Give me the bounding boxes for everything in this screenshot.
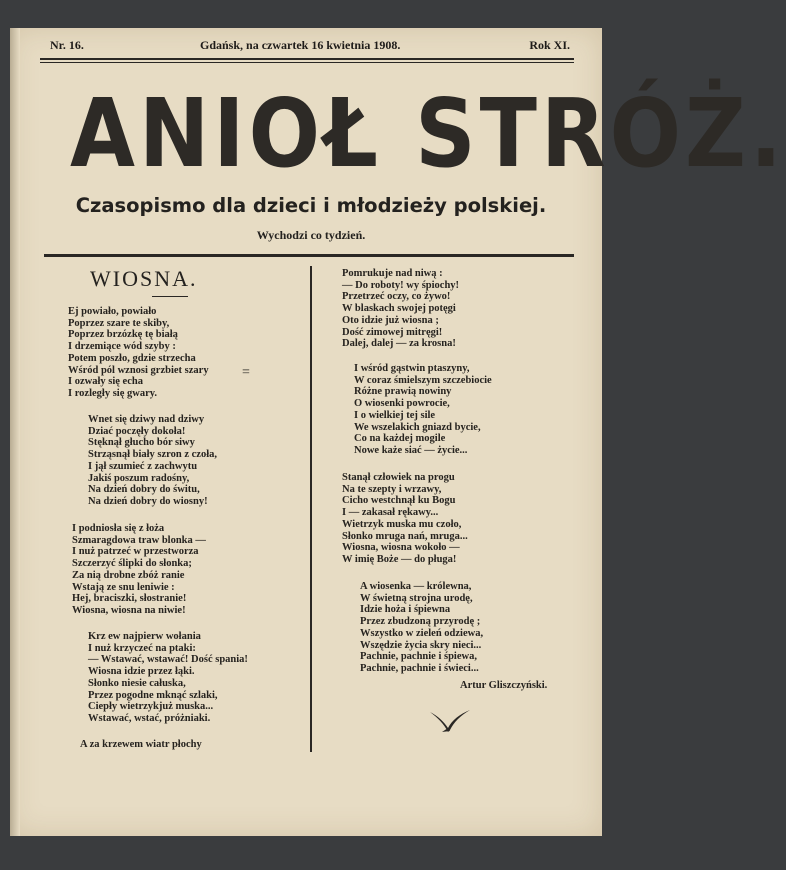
masthead-title: ANIOŁ STRÓŻ. — [70, 78, 786, 189]
poem-line: Hej, braciszki, słostranie! — [72, 593, 187, 605]
poem-line: I ozwały się echa — [68, 376, 143, 388]
poem-line: Pachnie, pachnie i świeci... — [360, 662, 479, 674]
poem-continuation: A za krzewem wiatr płochy — [80, 739, 202, 750]
poem-line: I — zakasał rękawy... — [342, 507, 439, 519]
poem-line: Pomrukuje nad niwą : — [342, 268, 443, 279]
left-stanza-4 — [88, 631, 248, 725]
poem-line: W blaskach swojej potęgi — [342, 303, 456, 315]
right-stanza-4 — [360, 581, 483, 675]
left-stanza-3 — [72, 523, 206, 617]
masthead-subtitle: Czasopismo dla dzieci i młodzieży polskiej. — [75, 194, 547, 217]
poem-line: Idzie hoża i śpiewna — [360, 604, 451, 616]
newspaper-page — [10, 28, 786, 836]
poem-line: Wstawać, wstać, próżniaki. — [88, 712, 211, 724]
poem-line: Wiosna idzie przez łąki. — [88, 666, 195, 678]
poem-line: Poprzez brzózkę tę białą — [68, 329, 178, 341]
poem-line: Pachnie, pachnie i śpiewa, — [360, 651, 477, 663]
poem-line: Nowe każe siać — życie... — [354, 444, 468, 456]
left-stanza-2 — [88, 414, 217, 508]
poem-line: Wnet się dziwy nad dziwy — [88, 414, 205, 425]
poem-line: Wiosna, wiosna wokoło — — [342, 542, 460, 554]
poem-line: Wszędzie życia skry nieci... — [360, 639, 482, 651]
poem-line: Wietrzyk muska mu czoło, — [342, 518, 462, 530]
poem-line: Stęknął głucho bór siwy — [88, 437, 195, 449]
swallow-icon — [428, 704, 472, 734]
poem-line: W świetną strojna urodę, — [360, 592, 473, 604]
poem-line: W imię Boże — do pługa! — [342, 553, 457, 565]
poem-line: O wiosenki powrocie, — [354, 398, 450, 410]
issue-number: Nr. 16. — [50, 38, 84, 52]
poem-line: Przez zbudzoną przyrodę ; — [360, 616, 481, 628]
poem-line: Ej powiało, powiało — [68, 306, 157, 317]
poem-line: Za nią drobne zbóż ranie — [72, 569, 185, 581]
poem-line: Dalej, dalej — za krosna! — [342, 338, 456, 350]
poem-line: Na dzień dobry do świtu, — [88, 484, 200, 496]
poem-line: Przez pogodne mknąć szlaki, — [88, 689, 218, 701]
poem-line: Wstają ze snu leniwie : — [72, 581, 175, 593]
poem-line: I o wielkiej tej sile — [354, 409, 436, 421]
poem-line: I wśród gąstwin ptaszyny, — [354, 363, 470, 374]
header-rule — [40, 58, 574, 63]
poem-line: Przetrzeć oczy, co żywo! — [342, 291, 451, 303]
left-stanza-1 — [68, 306, 209, 400]
poem-line: We wszelakich gniazd bycie, — [354, 421, 481, 433]
poem-line: Wiosna, wiosna na niwie! — [72, 604, 186, 616]
column-divider — [310, 266, 312, 752]
right-stanza-2 — [354, 363, 492, 457]
dash-mark: = — [242, 365, 250, 380]
poem-line: Krz ew najpierw wołania — [88, 631, 201, 642]
poem-line: Szmaragdowa traw blonka — — [72, 534, 206, 546]
poem-author: Artur Gliszczyński. — [460, 680, 548, 691]
poem-line: Słonko niesie całuska, — [88, 677, 186, 689]
poem-line: I nuż krzyczeć na ptaki: — [88, 642, 196, 654]
poem-line: I rozległy się gwary. — [68, 387, 158, 399]
poem-line: Różne prawią nowiny — [354, 386, 452, 398]
poem-line: I drzemiące wód szyby : — [68, 341, 176, 353]
poem-line: — Wstawać, wstawać! Dość spania! — [88, 654, 248, 666]
poem-line: Wszystko w zieleń odziewa, — [360, 627, 484, 639]
poem-line: Cicho westchnął ku Bogu — [342, 495, 456, 507]
poem-line: W coraz śmielszym szczebiocie — [354, 374, 492, 386]
page-spine-shadow — [10, 28, 20, 836]
right-stanza-3 — [342, 472, 468, 566]
poem-line: Jakiś poszum radośny, — [88, 472, 190, 484]
poem-line: Poprzez szare te skiby, — [68, 317, 170, 329]
poem-line: Szczerzyć ślipki do słonka; — [72, 558, 192, 570]
poem-line: I podniosła się z łoża — [72, 523, 165, 534]
title-underline — [152, 296, 188, 297]
issue-header — [50, 38, 570, 54]
poem-title: WIOSNA. — [90, 266, 198, 291]
poem-line: Dość zimowej mitręgi! — [342, 326, 443, 338]
poem-line: Słonko mruga nań, mruga... — [342, 530, 468, 542]
poem-line: I jął szumieć z zachwytu — [88, 460, 198, 472]
poem-line: Na te szepty i wrzawy, — [342, 483, 442, 495]
poem-line: Co na każdej mogile — [354, 433, 446, 445]
poem-line: Dziać poczęły dokoła! — [88, 425, 186, 437]
volume-year: Rok XI. — [529, 38, 570, 52]
poem-line: Strząsnął biały szron z czoła, — [88, 449, 218, 461]
poem-line: Oto idzie już wiosna ; — [342, 314, 439, 326]
poem-line: I nuż patrzeć w przestworza — [72, 546, 199, 558]
poem-line: Ciepły wietrzykjuż muska... — [88, 701, 214, 713]
publication-frequency: Wychodzi co tydzień. — [256, 228, 366, 242]
poem-line: Stanął człowiek na progu — [342, 472, 455, 483]
dateline: Gdańsk, na czwartek 16 kwietnia 1908. — [200, 38, 401, 52]
poem-line: Na dzień dobry do wiosny! — [88, 495, 208, 507]
poem-line: Potem poszło, gdzie strzecha — [68, 352, 196, 364]
poem-line: A wiosenka — królewna, — [360, 581, 472, 592]
right-stanza-1 — [342, 268, 459, 350]
masthead-rule — [44, 254, 574, 257]
poem-line: Wśród pól wznosi grzbiet szary — [68, 364, 209, 376]
poem-line: — Do roboty! wy śpiochy! — [342, 279, 460, 291]
